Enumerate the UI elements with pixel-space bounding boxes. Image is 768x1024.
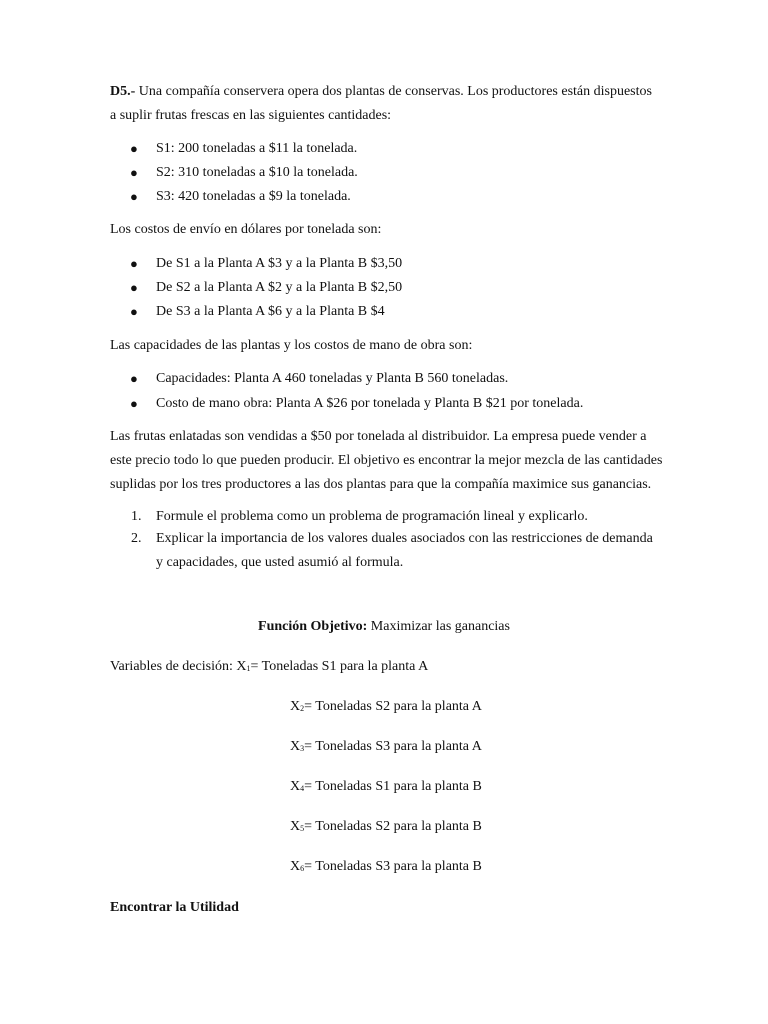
- task-text: Formule el problema como un problema de programación lineal y explicarlo.: [156, 509, 588, 524]
- variable-sym: X: [290, 779, 301, 794]
- task-number: 1.: [131, 509, 142, 524]
- variable-text: = Toneladas S1 para la planta A: [250, 659, 429, 674]
- variables-label: Variables de decisión:: [110, 659, 237, 674]
- variable-line: [290, 775, 482, 801]
- variable-text: = Toneladas S2 para la planta B: [304, 819, 482, 834]
- list-item-text: De S2 a la Planta A $2 y a la Planta B $2,50: [156, 280, 403, 295]
- variable-text: = Toneladas S3 para la planta B: [304, 859, 482, 874]
- list-item-text: De S3 a la Planta A $6 y a la Planta B $4: [156, 304, 385, 319]
- variable-sym: X: [290, 859, 301, 874]
- variable-sub: 4: [300, 784, 305, 793]
- bullet-icon: ●: [130, 304, 138, 319]
- variable-sub: 5: [300, 824, 305, 833]
- task-text: Explicar la importancia de los valores duales asociados con las restricciones de demanda y capacidades, que usted asumió al formula.: [156, 531, 653, 570]
- intro-line-1: [110, 80, 652, 104]
- variable-text: = Toneladas S3 para la planta A: [304, 739, 482, 754]
- bullet-icon: ●: [130, 371, 138, 386]
- bullet-icon: ●: [130, 256, 138, 271]
- section-heading-text: Encontrar la Utilidad: [110, 900, 239, 915]
- shipping-intro: Los costos de envío en dólares por tonelada son:: [110, 222, 382, 237]
- problem-label: D5.-: [110, 84, 136, 99]
- list-item-text: Costo de mano obra: Planta A $26 por tonelada y Planta B $21 por tonelada.: [156, 396, 584, 411]
- variable-sym: X: [290, 699, 301, 714]
- variable-sub: 2: [300, 704, 305, 713]
- variable-sub: 6: [300, 864, 305, 873]
- bullet-icon: ●: [130, 396, 138, 411]
- paragraph-line: Las frutas enlatadas son vendidas a $50 por tonelada al distribuidor. La empresa puede vender a: [110, 429, 647, 444]
- variable-line: [290, 735, 482, 761]
- variable-sym: X: [236, 659, 247, 674]
- bullet-icon: ●: [130, 189, 138, 204]
- capacity-intro: Las capacidades de las plantas y los costos de mano de obra son:: [110, 338, 473, 353]
- list-item-text: S1: 200 toneladas a $11 la tonelada.: [156, 141, 358, 156]
- variable-sym: X: [290, 739, 301, 754]
- list-item-text: De S1 a la Planta A $3 y a la Planta B $3,50: [156, 256, 403, 271]
- variable-sub: 3: [300, 744, 305, 753]
- variable-line: [290, 855, 482, 881]
- list-item-text: S2: 310 toneladas a $10 la tonelada.: [156, 165, 358, 180]
- bullet-icon: ●: [130, 165, 138, 180]
- variable-sub: 1: [246, 664, 251, 673]
- variable-sym: X: [290, 819, 301, 834]
- objective-line: [0, 615, 768, 639]
- intro-line-2: a suplir frutas frescas en las siguientes cantidades:: [110, 108, 392, 123]
- paragraph-line: suplidas por los tres productores a las dos plantas para que la compañía maximice sus ganancias.: [110, 477, 652, 492]
- intro-text-1: Una compañía conservera opera dos plantas de conservas. Los productores están dispuestos: [135, 84, 652, 99]
- bullet-icon: ●: [130, 141, 138, 156]
- objective-text: Maximizar las ganancias: [367, 619, 510, 634]
- variable-text: = Toneladas S1 para la planta B: [304, 779, 482, 794]
- bullet-icon: ●: [130, 280, 138, 295]
- variable-line: [290, 815, 482, 841]
- variable-line: [290, 695, 482, 721]
- objective-label: Función Objetivo:: [258, 619, 368, 634]
- paragraph-line: este precio todo lo que pueden producir. El objetivo es encontrar la mejor mezcla de las cantidades: [110, 453, 663, 468]
- section-heading: [110, 896, 239, 920]
- list-item-text: Capacidades: Planta A 460 toneladas y Planta B 560 toneladas.: [156, 371, 509, 386]
- variable-text: = Toneladas S2 para la planta A: [304, 699, 482, 714]
- variables-label-line: [110, 655, 428, 681]
- task-number: 2.: [131, 531, 142, 546]
- list-item-text: S3: 420 toneladas a $9 la tonelada.: [156, 189, 351, 204]
